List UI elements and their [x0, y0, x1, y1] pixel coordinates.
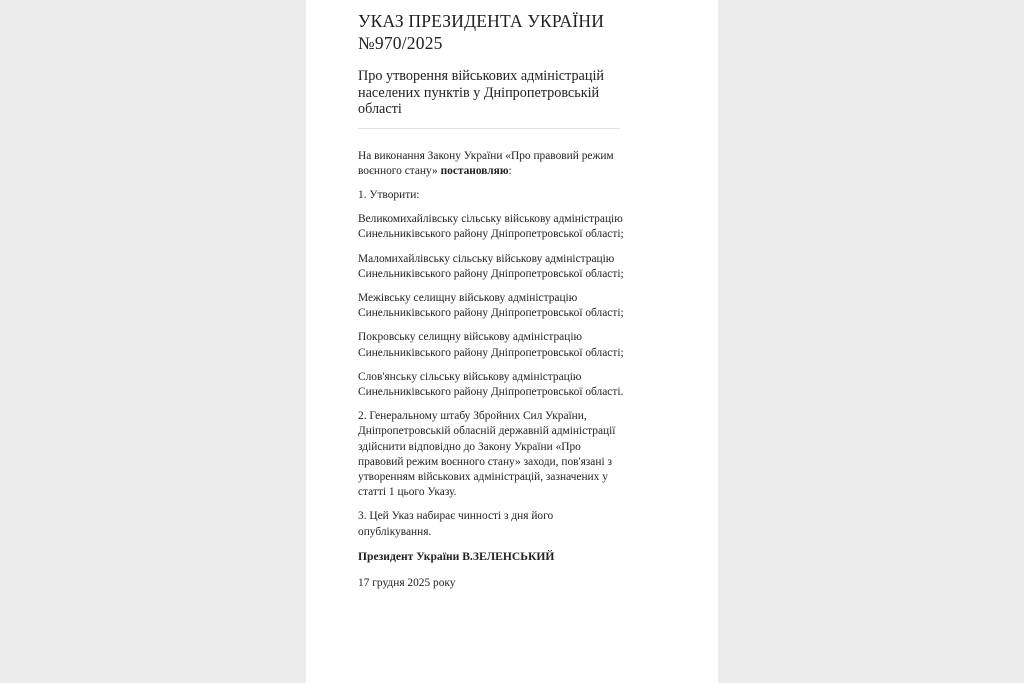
date: 17 грудня 2025 року [358, 576, 456, 589]
decree-number: №970/2025 [358, 33, 443, 53]
preamble [358, 149, 626, 179]
preamble-decree-word: постановляю [440, 164, 509, 177]
preamble-text: На виконання Закону України «Про правовий режим воєнного стану» [358, 149, 614, 177]
item-3: 3. Цей Указ набирає чинності з дня його опублікування. [358, 510, 554, 538]
decree-body [358, 149, 626, 591]
administration-item: Слов'янську сільську військову адміністрацію Синельниківського району Дніпропетровської області. [358, 370, 624, 398]
preamble-colon: : [508, 164, 512, 177]
document-page [306, 0, 718, 683]
decree-title [358, 10, 626, 54]
administration-item: Межівську селищну військову адміністрацію Синельниківського району Дніпропетровської області; [358, 291, 624, 320]
administration-item: Маломихайлівську сільську військову адміністрацію Синельниківського району Дніпропетровської області; [358, 252, 624, 280]
decree-subtitle: Про утворення військових адміністрацій населених пунктів у Дніпропетровській області [358, 68, 604, 117]
item-2: 2. Генеральному штабу Збройних Сил України, Дніпропетровській обласній державній адміністрації здійснити відповідно до Закону України «Про правовий режим воєнного стану» заходи, пов'язані з утворенням військових адміністрацій, зазначених у статті 1 цього Указу. [358, 410, 616, 499]
administration-item: Покровську селищну військову адміністрацію Синельниківського району Дніпропетровської області; [358, 331, 624, 359]
divider [358, 128, 620, 129]
signature: Президент України В.ЗЕЛЕНСЬКИЙ [358, 549, 555, 563]
administration-item: Великомихайлівську сільську військову адміністрацію Синельниківського району Дніпропетровської області; [358, 213, 624, 241]
decree-title-line1: УКАЗ ПРЕЗИДЕНТА УКРАЇНИ [358, 11, 605, 31]
item-1-heading: 1. Утворити: [358, 188, 420, 201]
document-content [358, 10, 626, 591]
